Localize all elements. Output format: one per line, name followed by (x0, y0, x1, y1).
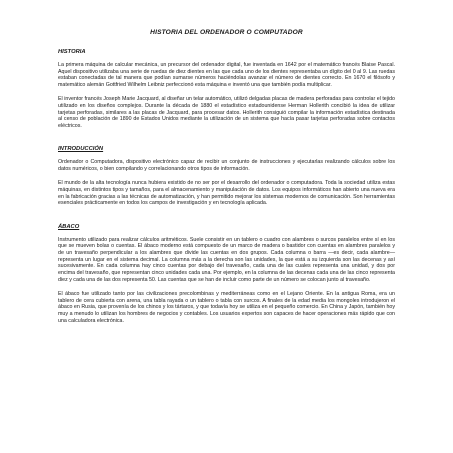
paragraph: Ordenador o Computadora, dispositivo electrónico capaz de recibir un conjunto de instrucciones y ejecutarlas realizando cálculos sobre los datos numéricos, o bien compilando y correlacionando otros tipos de información. (58, 159, 395, 173)
document-title: HISTORIA DEL ORDENADOR O COMPUTADOR (150, 29, 303, 36)
section-heading-abaco: ÁBACO (58, 223, 80, 230)
section-heading-historia: HISTORIA (58, 49, 86, 55)
paragraph: El mundo de la alta tecnología nunca hubiera existido de no ser por el desarrollo del ordenador o computadora. Toda la sociedad utiliza estas máquinas, en distintos tipos y tamaños, para el almacenamiento y manipulación de datos. Los equipos informáticos han abierto una nueva era en la fabricación gracias a las técnicas de automatización, y han permitido mejorar los sistemas modernos de comunicación. Son herramientas esenciales prácticamente en todos los campos de investigación y en tecnología aplicada. (58, 180, 395, 207)
paragraph: El ábaco fue utilizado tanto por las civilizaciones precolombinas y mediterráneas como en el Lejano Oriente. En la antigua Roma, era un tablero de cera cubierta con arena, una tabla rayada o un tablero o tabla con surcos. A finales de la edad media los mongoles introdujeron el ábaco en Rusia, que provenía de los chinos y los tártaros, y que todavía hoy se utiliza en el pequeño comercio. En China y Japón, también hoy muy a menudo lo utilizan los hombres de negocios y contables. Los usuarios expertos son capaces de hacer operaciones más rápido que con una calculadora electrónica. (58, 290, 395, 324)
paragraph: El inventor francés Joseph Marie Jacquard, al diseñar un telar automático, utilizó delgadas placas de madera perforadas para controlar el tejido utilizado en los diseños complejos. Durante la década de 1880 el estadístico estadounidense Herman Hollerith concibió la idea de utilizar tarjetas perforadas, similares a las placas de Jacquard, para procesar datos. Hollerith consiguió compilar la información estadística destinada al censo de población de 1890 de Estados Unidos mediante la utilización de un sistema que hacía pasar tarjetas perforadas sobre contactos eléctricos. (58, 96, 395, 130)
paragraph: Instrumento utilizado para realizar cálculos aritméticos. Suele consistir en un tablero o cuadro con alambres o surcos paralelos entre sí en los que se mueven bolas o cuentas. El ábaco moderno está compuesto de un marco de madera o bastidor con cuentas en alambres paralelos y de un travesaño perpendicular a los alambres que divide las cuentas en dos grupos. Cada columna o barra —es decir, cada alambre— representa un lugar en el sistema decimal. La columna más a la derecha son las unidades, la que está a su izquierda son las decenas y así sucesivamente. En cada columna hay cinco cuentas por debajo del travesaño, cada una de las cuales representa una unidad, y dos por encima del travesaño, que representan cinco unidades cada una. Por ejemplo, en la columna de las decenas cada una de las cinco representa diez y cada una de las dos representa 50. Las cuentas que se han de incluir como parte de un número se colocan junto al travesaño. (58, 236, 395, 283)
section-heading-introduccion: INTRODUCCIÓN (58, 146, 104, 153)
paragraph: La primera máquina de calcular mecánica, un precursor del ordenador digital, fue inventada en 1642 por el matemático francés Blaise Pascal. Aquel dispositivo utilizaba una serie de ruedas de diez dientes en las que cada uno de los dientes representaba un dígito del 0 al 9. Las ruedas estaban conectadas de tal manera que podían sumarse números haciéndolas avanzar el número de dientes correcto. En 1670 el filósofo y matemático alemán Gottfried Wilhelm Leibniz perfeccionó esta máquina e inventó una que también podía multiplicar. (58, 62, 395, 89)
